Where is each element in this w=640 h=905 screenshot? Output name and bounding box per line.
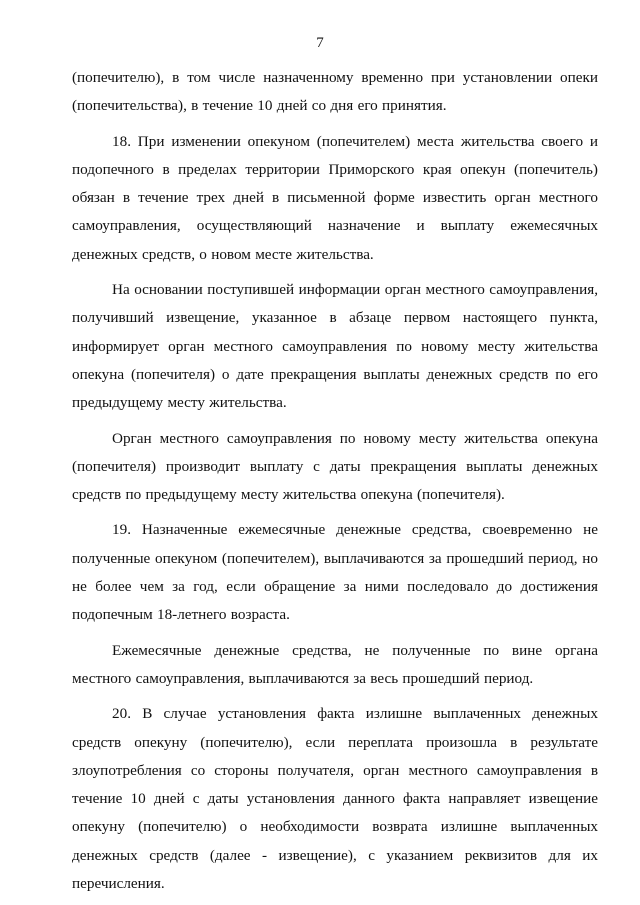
- paragraph-item-19-fault: Ежемесячные денежные средства, не полученные по вине органа местного самоуправления, выплачиваются за весь прошедший период.: [72, 641, 598, 687]
- document-body: [72, 64, 598, 898]
- paragraph-continuation: (попечителю), в том числе назначенному временно при установлении опеки (попечительства), в течение 10 дней со дня его принятия.: [72, 69, 598, 115]
- paragraph-item-18-notification: На основании поступившей информации орган местного самоуправления, получивший извещение, указанное в абзаце первом настоящего пункта, информирует орган местного самоуправления по новому месту жительства опекуна (попечителя) о дате прекращения выплаты денежных средств по его предыдущему месту жительства.: [72, 281, 598, 412]
- paragraph-item-18: 18. При изменении опекуном (попечителем) места жительства своего и подопечного в пределах территории Приморского края опекун (попечитель) обязан в течение трех дней в письменной форме известить орган местного самоуправления, осуществляющий назначение и выплату ежемесячных денежных средств, о новом месте жительства.: [72, 132, 598, 263]
- paragraph-item-18-payment: Орган местного самоуправления по новому месту жительства опекуна (попечителя) производит выплату с даты прекращения выплаты денежных средств по предыдущему месту жительства опекуна (попечителя).: [72, 429, 598, 504]
- paragraph-item-20: 20. В случае установления факта излишне выплаченных денежных средств опекуну (попечителю), если переплата произошла в результате злоупотребления со стороны получателя, орган местного самоуправления в течение 10 дней с даты установления данного факта направляет извещение опекуну (попечителю) о необходимости возврата излишне выплаченных денежных средств (далее - извещение), с указанием реквизитов для их перечисления.: [72, 705, 598, 893]
- paragraph-item-19: 19. Назначенные ежемесячные денежные средства, своевременно не полученные опекуном (попечителем), выплачиваются за прошедший период, но не более чем за год, если обращение за ними последовало до достижения подопечным 18-летнего возраста.: [72, 521, 598, 624]
- page-number: 7: [316, 35, 324, 51]
